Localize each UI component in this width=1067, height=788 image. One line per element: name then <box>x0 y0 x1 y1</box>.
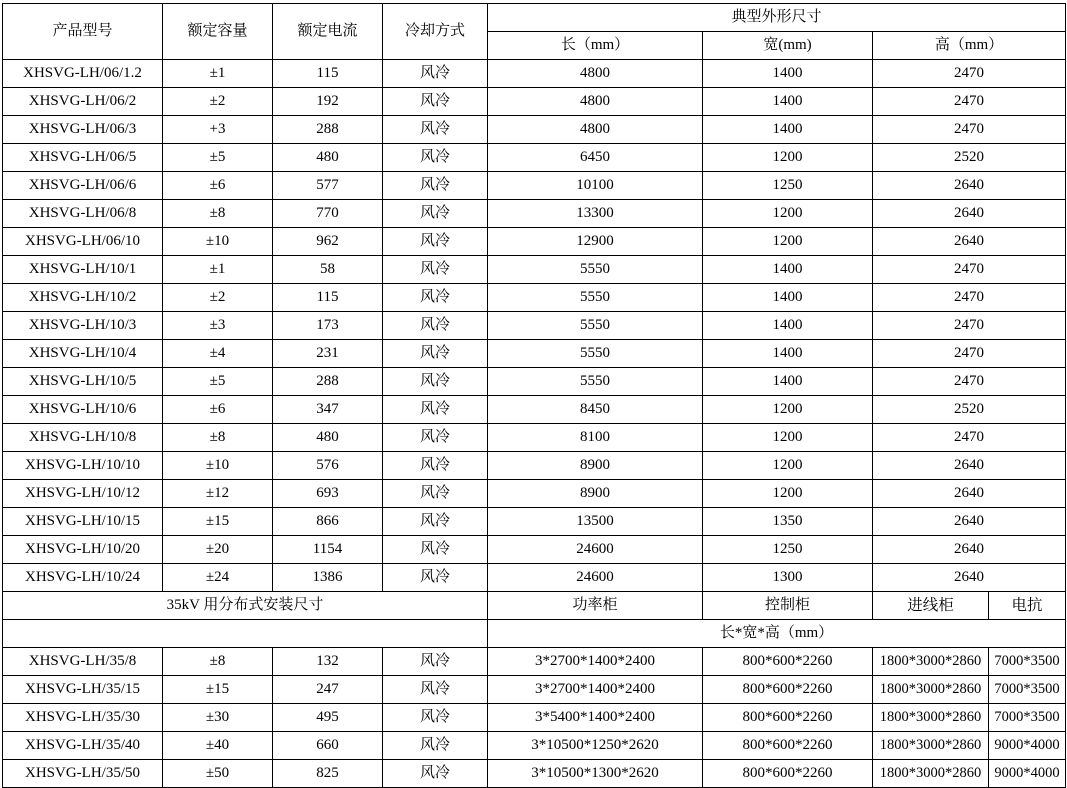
cell-model: XHSVG-LH/10/15 <box>3 508 163 536</box>
table-row <box>3 396 1066 424</box>
cell-current: 577 <box>273 172 383 200</box>
cabinet-header-incoming: 进线柜 <box>873 592 989 619</box>
cell-model: XHSVG-LH/35/50 <box>3 760 163 788</box>
cell-height: 2470 <box>873 340 1066 368</box>
cell-current: 480 <box>273 424 383 452</box>
cell-current: 288 <box>273 368 383 396</box>
cell-length: 5550 <box>488 340 703 368</box>
cell-length: 13500 <box>488 508 703 536</box>
column-header-length: 长（mm） <box>488 32 703 60</box>
cell-width: 1400 <box>703 256 873 284</box>
cell-length: 4800 <box>488 116 703 144</box>
cell-height: 2470 <box>873 368 1066 396</box>
cell-height: 2470 <box>873 60 1066 88</box>
cell-width: 1400 <box>703 284 873 312</box>
cell-control-cabinet: 800*600*2260 <box>703 732 873 760</box>
table-row <box>3 312 1066 340</box>
cell-height: 2470 <box>873 116 1066 144</box>
cell-height: 2640 <box>873 172 1066 200</box>
cell-model: XHSVG-LH/10/1 <box>3 256 163 284</box>
cell-power-cabinet: 3*2700*1400*2400 <box>488 648 703 676</box>
cell-reactor: 7000*3500 <box>994 653 1060 670</box>
cell-model: XHSVG-LH/35/30 <box>3 704 163 732</box>
cell-control-cabinet: 800*600*2260 <box>703 676 873 704</box>
cell-model: XHSVG-LH/35/15 <box>3 676 163 704</box>
cell-model: XHSVG-LH/06/1.2 <box>3 60 163 88</box>
cell-width: 1200 <box>703 396 873 424</box>
section-header-row-35kv <box>3 592 1066 620</box>
cell-incoming-reactor <box>873 676 1066 704</box>
table-header <box>3 4 1066 60</box>
cell-model: XHSVG-LH/10/4 <box>3 340 163 368</box>
cell-cooling: 风冷 <box>383 368 488 396</box>
cell-power-cabinet: 3*5400*1400*2400 <box>488 704 703 732</box>
cell-cooling: 风冷 <box>383 256 488 284</box>
cell-length: 10100 <box>488 172 703 200</box>
table-body <box>3 60 1066 788</box>
cell-incoming-cabinet: 1800*3000*2860 <box>873 760 989 787</box>
cell-model: XHSVG-LH/10/5 <box>3 368 163 396</box>
cell-model: XHSVG-LH/35/8 <box>3 648 163 676</box>
cell-current: 770 <box>273 200 383 228</box>
cell-current: 866 <box>273 508 383 536</box>
cell-control-cabinet: 800*600*2260 <box>703 760 873 788</box>
cell-capacity: ±2 <box>163 88 273 116</box>
section-title-35kv: 35kV 用分布式安装尺寸 <box>3 592 488 620</box>
cell-capacity: ±15 <box>163 676 273 704</box>
cell-length: 5550 <box>488 368 703 396</box>
cell-capacity: ±30 <box>163 704 273 732</box>
cell-current: 132 <box>273 648 383 676</box>
cell-power-cabinet: 3*10500*1300*2620 <box>488 760 703 788</box>
cell-cooling: 风冷 <box>383 396 488 424</box>
cell-incoming-cabinet: 1800*3000*2860 <box>873 676 989 703</box>
cell-cooling: 风冷 <box>383 536 488 564</box>
cell-height: 2640 <box>873 452 1066 480</box>
cell-incoming-reactor <box>873 760 1066 788</box>
cell-length: 12900 <box>488 228 703 256</box>
cell-control-cabinet: 800*600*2260 <box>703 704 873 732</box>
cell-height: 2640 <box>873 480 1066 508</box>
table-row <box>3 284 1066 312</box>
cell-height: 2640 <box>873 508 1066 536</box>
cell-width: 1200 <box>703 228 873 256</box>
cell-cooling: 风冷 <box>383 284 488 312</box>
cell-model: XHSVG-LH/10/10 <box>3 452 163 480</box>
cell-capacity: ±8 <box>163 424 273 452</box>
cell-cooling: 风冷 <box>383 228 488 256</box>
cell-power-cabinet: 3*2700*1400*2400 <box>488 676 703 704</box>
cabinet-header-power: 功率柜 <box>488 592 703 620</box>
cell-cooling: 风冷 <box>383 172 488 200</box>
cell-width: 1200 <box>703 200 873 228</box>
cell-model: XHSVG-LH/06/10 <box>3 228 163 256</box>
cell-current: 693 <box>273 480 383 508</box>
cell-model: XHSVG-LH/10/6 <box>3 396 163 424</box>
cell-capacity: ±50 <box>163 760 273 788</box>
cell-cooling: 风冷 <box>383 200 488 228</box>
cell-capacity: ±6 <box>163 396 273 424</box>
blank-cell <box>3 620 488 648</box>
cell-power-cabinet: 3*10500*1250*2620 <box>488 732 703 760</box>
cell-height: 2640 <box>873 200 1066 228</box>
table-row <box>3 452 1066 480</box>
column-header-cooling: 冷却方式 <box>383 4 488 60</box>
cell-incoming-reactor <box>873 704 1066 732</box>
cell-height: 2640 <box>873 228 1066 256</box>
column-header-dimensions-group: 典型外形尺寸 <box>488 4 1066 32</box>
cell-cooling: 风冷 <box>383 452 488 480</box>
cell-cooling: 风冷 <box>383 676 488 704</box>
cell-current: 192 <box>273 88 383 116</box>
cell-height: 2520 <box>873 396 1066 424</box>
cabinet-header-incoming-reactor <box>873 592 1066 620</box>
table-row-35kv <box>3 704 1066 732</box>
cell-current: 825 <box>273 760 383 788</box>
cell-model: XHSVG-LH/35/40 <box>3 732 163 760</box>
cell-model: XHSVG-LH/10/3 <box>3 312 163 340</box>
cell-current: 173 <box>273 312 383 340</box>
dimension-note-row <box>3 620 1066 648</box>
column-header-height: 高（mm） <box>873 32 1066 60</box>
column-header-width: 宽(mm) <box>703 32 873 60</box>
cell-length: 8100 <box>488 424 703 452</box>
table-row <box>3 60 1066 88</box>
cell-height: 2470 <box>873 424 1066 452</box>
cell-height: 2470 <box>873 284 1066 312</box>
cell-capacity: ±1 <box>163 60 273 88</box>
cell-width: 1200 <box>703 480 873 508</box>
cell-width: 1250 <box>703 172 873 200</box>
cell-current: 576 <box>273 452 383 480</box>
table-row <box>3 144 1066 172</box>
cell-model: XHSVG-LH/06/8 <box>3 200 163 228</box>
cell-capacity: ±24 <box>163 564 273 592</box>
cell-current: 962 <box>273 228 383 256</box>
cell-current: 115 <box>273 284 383 312</box>
cell-length: 5550 <box>488 256 703 284</box>
cell-cooling: 风冷 <box>383 340 488 368</box>
cell-current: 495 <box>273 704 383 732</box>
cell-cooling: 风冷 <box>383 312 488 340</box>
table-row <box>3 172 1066 200</box>
cabinet-header-control: 控制柜 <box>703 592 873 620</box>
cell-width: 1300 <box>703 564 873 592</box>
cell-length: 13300 <box>488 200 703 228</box>
cell-length: 5550 <box>488 312 703 340</box>
cell-reactor: 7000*3500 <box>994 681 1060 698</box>
cell-incoming-reactor <box>873 648 1066 676</box>
cell-cooling: 风冷 <box>383 564 488 592</box>
column-header-model: 产品型号 <box>3 4 163 60</box>
cell-cooling: 风冷 <box>383 760 488 788</box>
cell-capacity: ±8 <box>163 200 273 228</box>
cell-length: 6450 <box>488 144 703 172</box>
cell-capacity: ±15 <box>163 508 273 536</box>
cell-capacity: ±4 <box>163 340 273 368</box>
cell-width: 1250 <box>703 536 873 564</box>
cell-capacity: ±5 <box>163 368 273 396</box>
table-row-35kv <box>3 760 1066 788</box>
cell-current: 247 <box>273 676 383 704</box>
cell-cooling: 风冷 <box>383 480 488 508</box>
cell-capacity: ±20 <box>163 536 273 564</box>
cell-width: 1400 <box>703 88 873 116</box>
cell-model: XHSVG-LH/06/3 <box>3 116 163 144</box>
cell-length: 24600 <box>488 536 703 564</box>
cell-current: 1154 <box>273 536 383 564</box>
cell-current: 288 <box>273 116 383 144</box>
cell-incoming-cabinet: 1800*3000*2860 <box>873 704 989 731</box>
specification-table <box>2 3 1066 788</box>
cell-current: 660 <box>273 732 383 760</box>
cell-height: 2640 <box>873 536 1066 564</box>
table-row <box>3 228 1066 256</box>
cell-length: 5550 <box>488 284 703 312</box>
cell-model: XHSVG-LH/10/8 <box>3 424 163 452</box>
cell-cooling: 风冷 <box>383 60 488 88</box>
header-row-1 <box>3 4 1066 32</box>
cell-width: 1200 <box>703 452 873 480</box>
table-row <box>3 480 1066 508</box>
dimension-note: 长*宽*高（mm） <box>488 620 1066 648</box>
cell-current: 115 <box>273 60 383 88</box>
cell-control-cabinet: 800*600*2260 <box>703 648 873 676</box>
cell-capacity: ±10 <box>163 452 273 480</box>
cell-width: 1400 <box>703 116 873 144</box>
cell-incoming-cabinet: 1800*3000*2860 <box>873 648 989 675</box>
table-row-35kv <box>3 676 1066 704</box>
cell-width: 1400 <box>703 60 873 88</box>
cell-cooling: 风冷 <box>383 424 488 452</box>
cell-cooling: 风冷 <box>383 648 488 676</box>
cell-cooling: 风冷 <box>383 704 488 732</box>
table-row-35kv <box>3 648 1066 676</box>
cell-model: XHSVG-LH/10/20 <box>3 536 163 564</box>
cell-capacity: ±8 <box>163 648 273 676</box>
cell-capacity: ±12 <box>163 480 273 508</box>
cell-model: XHSVG-LH/06/6 <box>3 172 163 200</box>
cell-incoming-cabinet: 1800*3000*2860 <box>873 732 989 759</box>
cell-width: 1200 <box>703 144 873 172</box>
table-row <box>3 424 1066 452</box>
cell-model: XHSVG-LH/10/2 <box>3 284 163 312</box>
cell-cooling: 风冷 <box>383 88 488 116</box>
cell-capacity: ±5 <box>163 144 273 172</box>
table-row <box>3 368 1066 396</box>
cell-current: 58 <box>273 256 383 284</box>
cell-length: 8900 <box>488 480 703 508</box>
cell-height: 2470 <box>873 256 1066 284</box>
cell-width: 1400 <box>703 368 873 396</box>
cell-height: 2640 <box>873 564 1066 592</box>
cell-model: XHSVG-LH/10/24 <box>3 564 163 592</box>
cell-reactor: 9000*4000 <box>994 737 1060 754</box>
cell-current: 480 <box>273 144 383 172</box>
cell-length: 4800 <box>488 60 703 88</box>
cell-cooling: 风冷 <box>383 508 488 536</box>
column-header-capacity: 额定容量 <box>163 4 273 60</box>
cell-width: 1400 <box>703 340 873 368</box>
table-row <box>3 340 1066 368</box>
cell-width: 1200 <box>703 424 873 452</box>
table-row <box>3 200 1066 228</box>
cell-length: 24600 <box>488 564 703 592</box>
cell-capacity: ±10 <box>163 228 273 256</box>
cell-cooling: 风冷 <box>383 116 488 144</box>
cell-capacity: ±3 <box>163 312 273 340</box>
cell-model: XHSVG-LH/10/12 <box>3 480 163 508</box>
table-row <box>3 508 1066 536</box>
cell-height: 2520 <box>873 144 1066 172</box>
cell-length: 4800 <box>488 88 703 116</box>
cell-width: 1350 <box>703 508 873 536</box>
cell-capacity: ±2 <box>163 284 273 312</box>
cell-capacity: ±6 <box>163 172 273 200</box>
cell-cooling: 风冷 <box>383 144 488 172</box>
cell-length: 8450 <box>488 396 703 424</box>
table-row <box>3 564 1066 592</box>
cell-model: XHSVG-LH/06/5 <box>3 144 163 172</box>
table-row-35kv <box>3 732 1066 760</box>
cell-incoming-reactor <box>873 732 1066 760</box>
cell-width: 1400 <box>703 312 873 340</box>
cell-height: 2470 <box>873 88 1066 116</box>
cell-reactor: 9000*4000 <box>994 765 1060 782</box>
table-row <box>3 536 1066 564</box>
table-row <box>3 256 1066 284</box>
table-row <box>3 88 1066 116</box>
cell-current: 231 <box>273 340 383 368</box>
cell-height: 2470 <box>873 312 1066 340</box>
cell-current: 347 <box>273 396 383 424</box>
table-row <box>3 116 1066 144</box>
cell-capacity: ±40 <box>163 732 273 760</box>
cell-capacity: +3 <box>163 116 273 144</box>
column-header-current: 额定电流 <box>273 4 383 60</box>
cell-current: 1386 <box>273 564 383 592</box>
cell-reactor: 7000*3500 <box>994 709 1060 726</box>
cell-model: XHSVG-LH/06/2 <box>3 88 163 116</box>
cell-cooling: 风冷 <box>383 732 488 760</box>
cabinet-header-reactor: 电抗 <box>1011 596 1043 614</box>
cell-capacity: ±1 <box>163 256 273 284</box>
cell-length: 8900 <box>488 452 703 480</box>
